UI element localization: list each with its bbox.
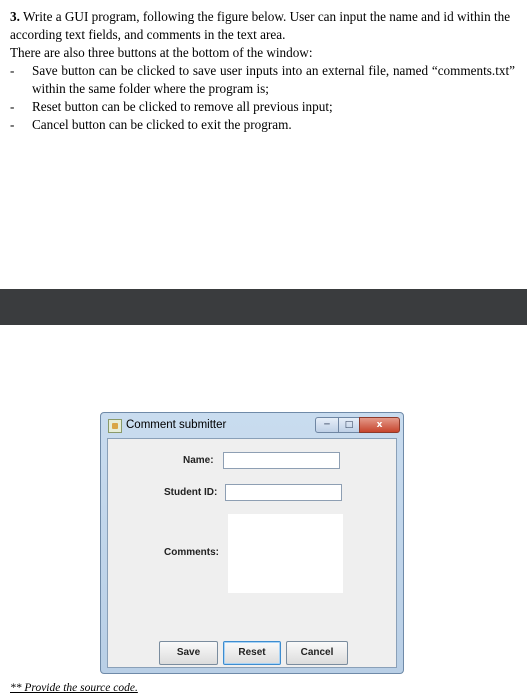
bullet-dash: - <box>10 63 15 78</box>
list-item <box>10 98 515 116</box>
requirements-list <box>10 62 515 134</box>
bullet-text: Save button can be clicked to save user inputs into an external file, named “comments.txt” within the same folder where the program is; <box>32 63 515 96</box>
question-intro <box>10 8 515 44</box>
comment-submitter-window <box>100 412 404 674</box>
dark-divider-band <box>0 289 527 325</box>
question-intro-2: There are also three buttons at the bottom of the window: <box>10 45 313 60</box>
name-field[interactable] <box>223 452 340 469</box>
title-bar[interactable] <box>101 413 403 439</box>
question-intro-text: Write a GUI program, following the figure below. User can input the name and id within the according text fields, and comments in the text area. <box>10 9 511 42</box>
name-label: Name: <box>183 455 214 466</box>
comments-textarea[interactable] <box>228 514 343 593</box>
bullet-dash: - <box>10 99 15 114</box>
maximize-button[interactable] <box>338 417 360 433</box>
window-content <box>107 438 397 668</box>
student-id-label: Student ID: <box>164 487 218 498</box>
list-item <box>10 116 515 134</box>
question-number: 3. <box>10 9 20 24</box>
comments-label: Comments: <box>164 547 220 558</box>
close-icon: x <box>376 420 383 430</box>
maximize-icon: □ <box>344 420 354 430</box>
minimize-button[interactable] <box>315 417 339 433</box>
student-id-field[interactable] <box>225 484 342 501</box>
window-title: Comment submitter <box>126 419 227 431</box>
bullet-text: Reset button can be clicked to remove all previous input; <box>32 99 333 114</box>
assignment-text <box>10 8 515 134</box>
bullet-text: Cancel button can be clicked to exit the program. <box>32 117 292 132</box>
close-button[interactable] <box>359 417 400 433</box>
source-code-note: ** Provide the source code. <box>10 682 138 694</box>
list-item <box>10 62 515 98</box>
cancel-button[interactable]: Cancel <box>286 641 348 665</box>
save-button[interactable]: Save <box>159 641 218 665</box>
minimize-icon: ─ <box>324 420 330 430</box>
bullet-dash: - <box>10 117 15 132</box>
reset-button[interactable]: Reset <box>223 641 281 665</box>
java-app-icon <box>108 419 122 433</box>
